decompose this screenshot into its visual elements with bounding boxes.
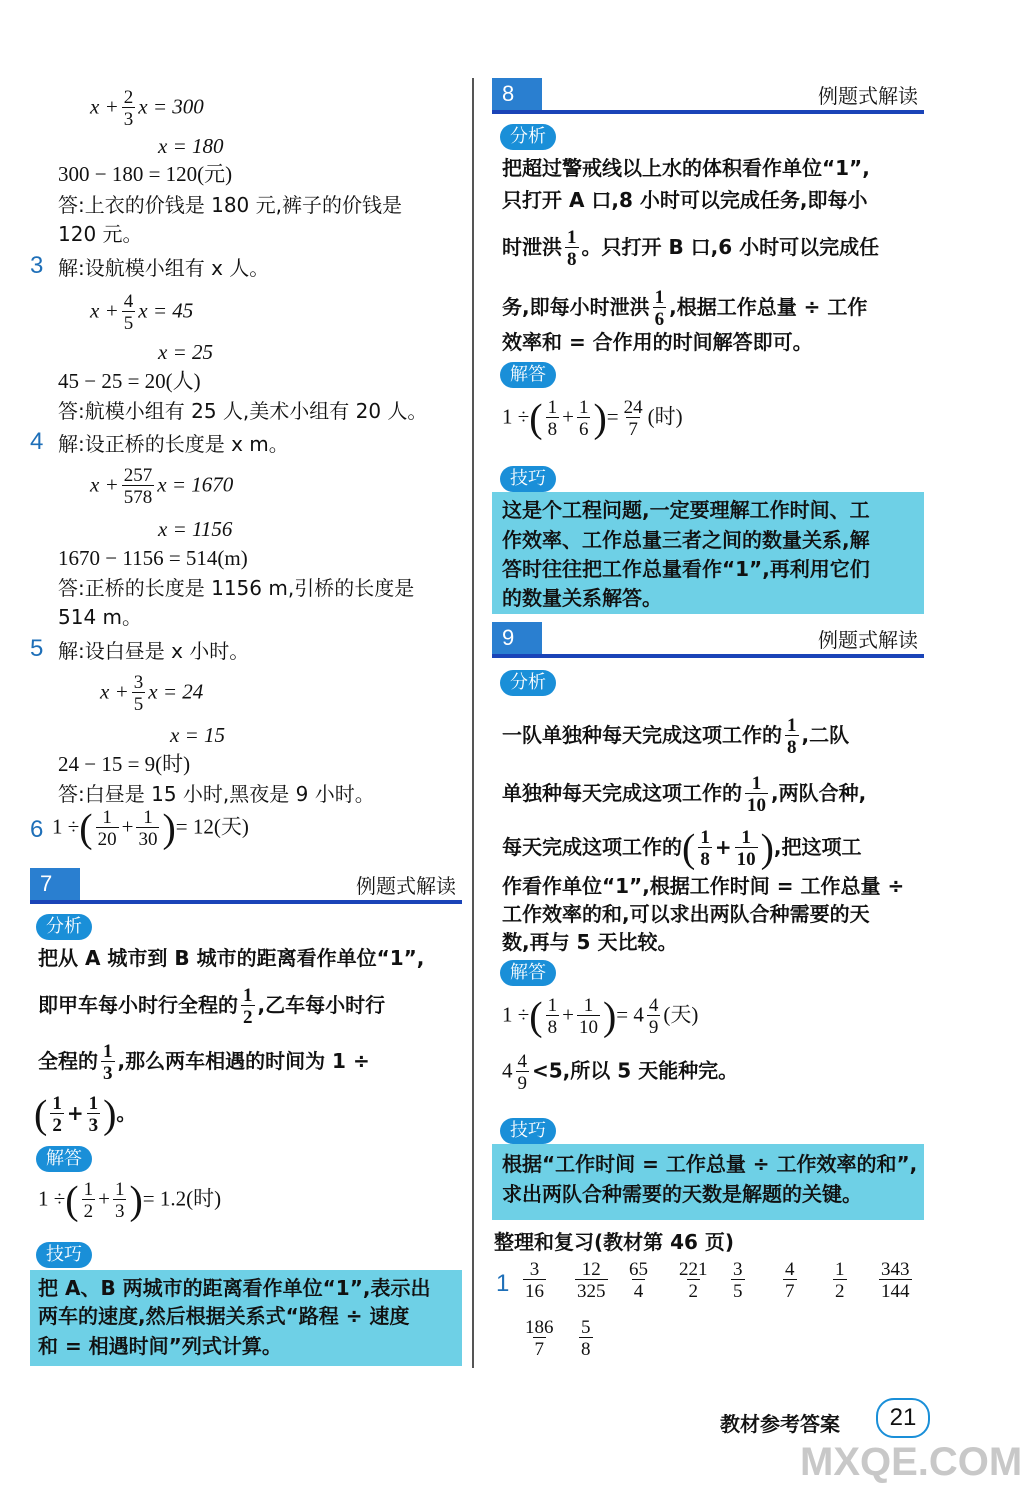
left-paren: ( [529,993,543,1039]
denominator: 3 [103,1063,113,1084]
numerator: 3 [529,1259,540,1280]
denominator: 325 [577,1281,606,1302]
plus-sign: + [66,1101,84,1125]
review-fraction [674,1260,713,1301]
tip-line: 求出两队合种需要的天数是解题的关键。 [502,1182,862,1206]
answer-line: 答:正桥的长度是 1156 m,引桥的长度是 [58,576,415,600]
text: ,两队合种, [771,781,867,805]
tip-line: 答时往往把工作总量看作“1”,再利用它们 [502,557,870,581]
tip-line: 和 = 相遇时间”列式计算。 [38,1334,282,1358]
numerator: 65 [629,1259,648,1280]
fraction [546,398,560,439]
eq-pre: 1 ÷ [502,404,530,429]
page-number: 21 [876,1398,930,1438]
section-tag: 7 [30,868,80,900]
section-header [30,868,462,904]
fraction [523,1318,556,1359]
analysis-line [502,716,849,757]
fraction [565,228,579,269]
numerator: 1 [578,397,589,418]
review-fraction [520,1260,549,1301]
denominator: 2 [243,1007,253,1028]
fraction [516,1052,530,1093]
denominator: 2 [688,1281,698,1302]
fraction [647,996,661,1037]
tip-line: 两车的速度,然后根据关系式“路程 ÷ 速度 [38,1304,410,1328]
denominator: 7 [534,1339,544,1360]
fraction [879,1260,912,1301]
question-intro: 解:设正桥的长度是 x m。 [58,432,289,456]
eq-rhs: x = 300 [138,94,204,119]
numerator: 4 [785,1259,795,1280]
fraction [622,398,645,439]
equals-sign: = 4 [616,1002,644,1027]
denominator: 9 [648,1017,659,1038]
eq-pre: 1 ÷ [52,814,80,839]
numerator: 1 [751,773,762,794]
left-paren: ( [529,395,543,441]
numerator: 1 [103,1041,113,1062]
denominator: 10 [736,849,756,870]
denominator: 8 [547,1017,558,1038]
denominator: 16 [525,1281,544,1302]
text: ,根据工作总量 ÷ 工作 [669,295,868,319]
numerator: 1 [102,807,112,828]
analysis-line: 把从 A 城市到 B 城市的距离看作单位“1”, [38,946,425,970]
tip-line: 的数量关系解答。 [502,586,662,610]
tip-pill: 技巧 [500,466,556,492]
numerator: 4 [123,291,134,312]
fraction [122,466,155,507]
equation-line [52,805,249,851]
denominator: 6 [654,309,665,330]
denominator: 9 [517,1073,527,1094]
numerator: 1 [243,985,253,1006]
fraction [136,808,159,849]
denominator: 8 [581,1339,591,1360]
text: 时泄洪 [502,235,562,259]
denominator: 20 [97,829,117,850]
eq-rhs: x = 24 [148,679,204,704]
question-number: 1 [496,1270,510,1297]
denominator: 10 [747,795,766,816]
tip-line: 作效率、工作总量三者之间的数量关系,解 [502,528,870,552]
question-intro: 解:设航模小组有 x 人。 [58,256,270,280]
denominator: 8 [547,419,558,440]
fraction [653,288,667,329]
section-header [492,622,924,658]
review-fraction [780,1260,800,1301]
eq-lhs: x + [90,472,119,497]
numerator: 3 [733,1259,743,1280]
denominator: 2 [52,1115,62,1136]
solution-line [502,993,699,1039]
fraction [577,398,591,439]
eq-lhs: x + [100,679,129,704]
eq-rhs: x = 45 [138,298,194,323]
text: 一队单独种每天完成这项工作的 [502,723,782,747]
right-paren: ) [602,993,617,1039]
section-title: 例题式解读 [818,628,918,652]
analysis-line: 作看作单位“1”,根据工作时间 = 工作总量 ÷ [502,874,905,898]
numerator: 186 [525,1317,554,1338]
question-intro: 解:设白昼是 x 小时。 [58,639,250,663]
section-tag: 9 [492,622,542,654]
answer-line: 答:上衣的价钱是 180 元,裤子的价钱是 [58,193,402,217]
fraction [627,1260,650,1301]
numerator: 1 [547,995,558,1016]
review-title: 整理和复习(教材第 46 页) [494,1230,735,1254]
denominator: 2 [83,1201,94,1222]
analysis-line [502,228,879,269]
text: ,那么两车相遇的时间为 1 ÷ [117,1049,370,1073]
analysis-pill: 分析 [500,670,556,696]
plus-sign: + [121,814,134,839]
fraction [87,1094,101,1135]
solution-pill: 解答 [500,960,556,986]
analysis-line [38,1042,370,1083]
text: ,把这项工 [773,835,862,859]
numerator: 1 [52,1093,62,1114]
tip-line: 把 A、B 两城市的距离看作单位“1”,表示出 [38,1276,431,1300]
fraction [677,1260,710,1301]
eq-post: = 12(天) [175,814,249,839]
eq-post: (时) [647,404,683,429]
numerator: 12 [581,1259,601,1280]
fraction [731,1260,745,1301]
fraction [50,1094,64,1135]
calc-line: 1670 − 1156 = 514(m) [58,546,248,570]
numerator: 1 [787,715,797,736]
denominator: 2 [835,1281,845,1302]
equation-line [100,673,203,714]
denominator: 578 [123,487,153,508]
plus-sign: + [562,1002,574,1027]
numerator: 1 [88,1093,99,1114]
denominator: 144 [881,1281,910,1302]
text: 4 [502,1058,513,1083]
eq-post: = 1.2(时) [142,1186,222,1211]
text: 单独种每天完成这项工作的 [502,781,742,805]
review-fraction [728,1260,748,1301]
calc-line: 300 − 180 = 120(元) [58,162,233,186]
text: 。只打开 B 口,6 小时可以完成任 [581,235,880,259]
calc-line: 24 − 15 = 9(时) [58,752,191,776]
question-number: 5 [30,635,44,662]
fraction [82,1180,96,1221]
left-paren: ( [65,1177,79,1223]
fraction [122,292,136,333]
plus-sign: + [562,404,574,429]
review-fraction [572,1260,611,1301]
numerator: 1 [700,827,710,848]
review-fraction [876,1260,915,1301]
question-number: 4 [30,428,44,455]
text: 。 [116,1101,137,1125]
analysis-line: 效率和 = 合作用的时间解答即可。 [502,330,813,354]
question-number: 6 [30,816,44,843]
fraction [698,828,712,869]
numerator: 1 [114,1179,125,1200]
denominator: 8 [700,849,710,870]
denominator: 3 [114,1201,125,1222]
denominator: 6 [578,419,589,440]
footer-label: 教材参考答案 [720,1412,840,1436]
numerator: 1 [741,827,751,848]
fraction [783,1260,797,1301]
plus-sign: + [98,1186,110,1211]
equation-line [90,88,204,129]
numerator: 221 [679,1259,708,1280]
numerator: 1 [654,287,665,308]
denominator: 7 [628,419,638,440]
solution-pill: 解答 [36,1146,92,1172]
numerator: 24 [623,397,643,418]
eq-lhs: x + [90,94,119,119]
eq-pre: 1 ÷ [38,1186,66,1211]
tip-pill: 技巧 [36,1242,92,1268]
numerator: 257 [123,465,153,486]
review-fraction [520,1318,559,1359]
eq-lhs: x + [90,298,119,323]
solution-pill: 解答 [500,362,556,388]
numerator: 2 [123,87,134,108]
fraction [122,88,136,129]
fraction [96,808,119,849]
right-paren: ) [593,395,607,441]
left-paren: ( [682,825,696,871]
denominator: 10 [578,1017,598,1038]
numerator: 5 [581,1317,591,1338]
numerator: 1 [583,995,594,1016]
equation-line [90,292,193,333]
analysis-line [502,288,867,329]
denominator: 4 [633,1281,644,1302]
right-paren: ) [162,805,176,851]
review-fraction [624,1260,653,1301]
tip-line: 根据“工作时间 = 工作总量 ÷ 工作效率的和”, [502,1152,918,1176]
fraction [735,828,758,869]
analysis-line [502,825,862,871]
solution-line: x = 25 [158,340,213,364]
column-divider [472,78,474,1368]
fraction [546,996,560,1037]
right-paren: ) [103,1091,117,1137]
fraction [113,1180,127,1221]
section-title: 例题式解读 [356,874,456,898]
question-number: 3 [30,252,44,279]
solution-line [502,395,683,441]
fraction [833,1260,847,1301]
eq-rhs: x = 1670 [157,472,234,497]
fraction [575,1260,608,1301]
review-fraction [830,1260,850,1301]
text: 全程的 [38,1049,98,1073]
fraction [745,774,768,815]
section-title: 例题式解读 [818,84,918,108]
equals-sign: = [606,404,619,429]
analysis-pill: 分析 [36,914,92,940]
text: ,乙车每小时行 [257,993,386,1017]
answer-line: 答:白昼是 15 小时,黑夜是 9 小时。 [58,782,375,806]
answer-line-2: 514 m。 [58,605,143,629]
denominator: 3 [123,109,134,130]
denominator: 30 [138,829,158,850]
numerator: 343 [881,1259,910,1280]
numerator: 4 [648,995,659,1016]
denominator: 8 [787,737,797,758]
review-fraction [576,1318,596,1359]
solution-line: x = 1156 [158,517,233,541]
analysis-line [38,986,385,1027]
denominator: 8 [567,249,577,270]
solution-line: x = 180 [158,134,224,158]
solution-line: x = 15 [170,723,225,747]
text: 即甲车每小时行全程的 [38,993,238,1017]
tip-line: 这是个工程问题,一定要理解工作时间、工 [502,498,870,522]
plus-sign: + [714,835,732,859]
text: <5,所以 5 天能种完。 [532,1058,739,1083]
section-tag: 8 [492,78,542,110]
denominator: 5 [123,313,134,334]
analysis-pill: 分析 [500,124,556,150]
left-paren: ( [34,1091,48,1137]
text: ,二队 [801,723,850,747]
equation-line [90,466,233,507]
fraction [523,1260,546,1301]
left-paren: ( [79,805,93,851]
denominator: 5 [733,1281,743,1302]
numerator: 1 [143,807,153,828]
answer-line-2: 120 元。 [58,222,143,246]
numerator: 1 [567,227,577,248]
section-header [492,78,924,114]
eq-pre: 1 ÷ [502,1002,530,1027]
text: 务,即每小时泄洪 [502,295,650,319]
tip-pill: 技巧 [500,1118,556,1144]
denominator: 5 [133,694,144,715]
numerator: 1 [835,1259,845,1280]
right-paren: ) [129,1177,143,1223]
analysis-line: 数,再与 5 天比较。 [502,930,678,954]
analysis-line: 把超过警戒线以上水的体积看作单位“1”, [502,156,870,180]
analysis-line: 只打开 A 口,8 小时可以完成任务,即每小 [502,188,868,212]
right-paren: ) [760,825,774,871]
text: 每天完成这项工作的 [502,835,682,859]
fraction [577,996,600,1037]
fraction [132,673,146,714]
numerator: 1 [547,397,558,418]
fraction [101,1042,115,1083]
analysis-line: 工作效率的和,可以求出两队合种需要的天 [502,902,870,926]
fraction [785,716,799,757]
denominator: 7 [785,1281,795,1302]
numerator: 3 [133,672,144,693]
numerator: 4 [517,1051,527,1072]
comparison-line [502,1052,738,1093]
answer-line: 答:航模小组有 25 人,美术小组有 20 人。 [58,399,428,423]
fraction [579,1318,593,1359]
denominator: 3 [88,1115,99,1136]
fraction [241,986,255,1027]
calc-line: 45 − 25 = 20(人) [58,369,201,393]
analysis-line [34,1091,137,1137]
analysis-line [502,774,866,815]
solution-line [38,1177,222,1223]
numerator: 1 [83,1179,94,1200]
watermark: MXQE.COM [800,1440,1022,1484]
eq-post: (天) [663,1002,699,1027]
